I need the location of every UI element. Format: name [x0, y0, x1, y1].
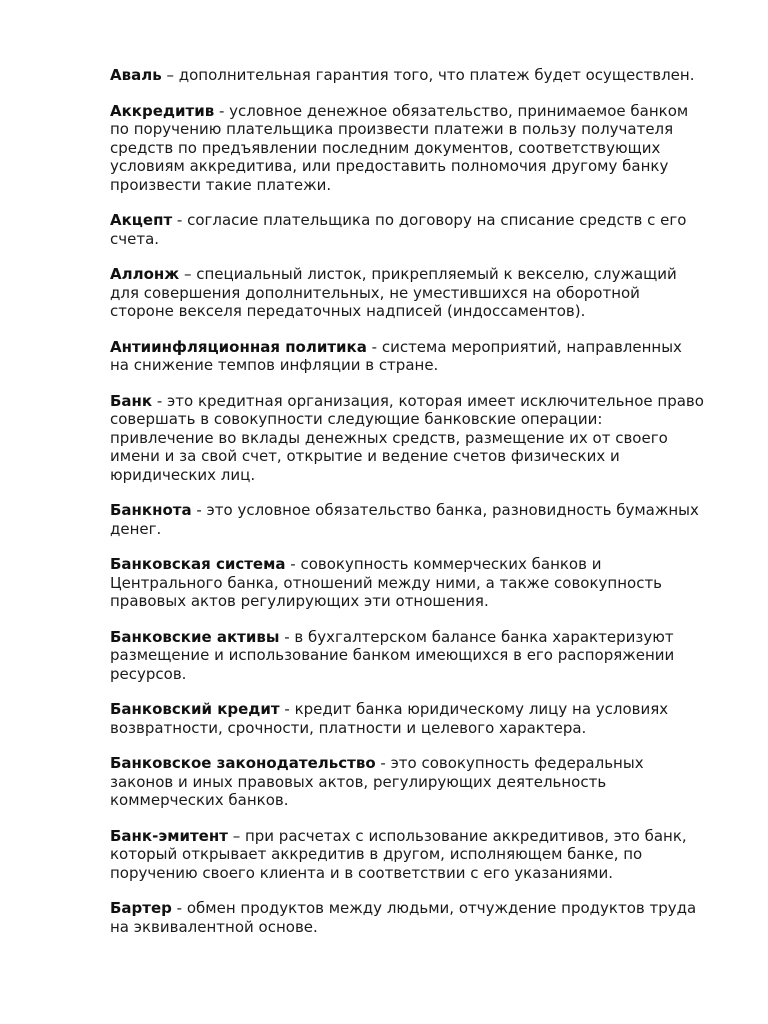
glossary-entry [110, 265, 710, 321]
glossary-entry [110, 338, 710, 375]
entry-definition: - условное денежное обязательство, принимаемое банком по поручению плательщика произвести платежи в пользу получателя средств по предъявлении последним документов, соответствующих условиям аккредитива, или предоставить полномочия другому банку произвести такие платежи. [110, 101, 689, 194]
entry-definition: – при расчетах с использование аккредитивов, это банк, который открывает аккредитив в другом, исполняющем банке, по поручению своего клиента и в соответствии с его указаниями. [110, 826, 687, 882]
entry-definition: - обмен продуктов между людьми, отчуждение продуктов труда на эквивалентной основе. [110, 899, 697, 936]
glossary-entry [110, 392, 710, 485]
entry-term: Аваль [110, 66, 162, 84]
glossary-entry [110, 899, 710, 936]
glossary-entry [110, 102, 710, 195]
entry-term: Антиинфляционная политика [110, 337, 367, 356]
entry-definition: - согласие плательщика по договору на списание средств с его счета. [110, 211, 687, 248]
entry-term: Банк-эмитент [110, 826, 228, 845]
entry-term: Банковская система [110, 555, 286, 573]
entry-definition: - это совокупность федеральных законов и иных правовых актов, регулирующих деятельность коммерческих банков. [110, 754, 644, 809]
glossary-entry [110, 555, 710, 611]
entry-term: Банкнота [110, 501, 192, 519]
entry-definition: - совокупность коммерческих банков и Центрального банка, отношений между ними, а также совокупность правовых актов регулирующих эти отношения. [110, 555, 663, 610]
entry-term: Аллонж [110, 265, 180, 283]
entry-definition: - это условное обязательство банка, разновидность бумажных денег. [110, 501, 699, 538]
entry-definition: - это кредитная организация, которая имеет исключительное право совершать в совокупности следующие банковские операции: привлечение во вклады денежных средств, размещение их от своего имени и за свой счет, открытие и ведение счетов физических и юридических лиц. [110, 391, 704, 484]
entry-term: Банковские активы [110, 627, 280, 646]
glossary [110, 66, 710, 953]
entry-term: Банковский кредит [110, 700, 280, 718]
entry-definition: – специальный листок, прикрепляемый к векселю, служащий для совершения дополнительных, не уместившихся на оборотной стороне векселя передаточных надписей (индоссаментов). [110, 265, 677, 320]
glossary-entry [110, 754, 710, 810]
entry-term: Бартер [110, 899, 172, 917]
glossary-entry [110, 700, 710, 737]
entry-term: Акцепт [110, 211, 173, 229]
glossary-entry [110, 211, 710, 248]
entry-definition: - в бухгалтерском балансе банка характеризуют размещение и использование банком имеющихся в его распоряжении ресурсов. [110, 627, 675, 683]
glossary-entry [110, 66, 710, 85]
entry-term: Аккредитив [110, 101, 215, 120]
entry-definition: - система мероприятий, направленных на снижение темпов инфляции в стране. [110, 337, 682, 374]
glossary-entry [110, 827, 710, 883]
entry-term: Банковское законодательство [110, 754, 376, 772]
entry-definition: – дополнительная гарантия того, что платеж будет осуществлен. [161, 66, 695, 84]
entry-term: Банк [110, 391, 153, 410]
glossary-entry [110, 501, 710, 538]
glossary-entry [110, 628, 710, 684]
entry-definition: - кредит банка юридическому лицу на условиях возвратности, срочности, платности и целевого характера. [110, 700, 669, 737]
